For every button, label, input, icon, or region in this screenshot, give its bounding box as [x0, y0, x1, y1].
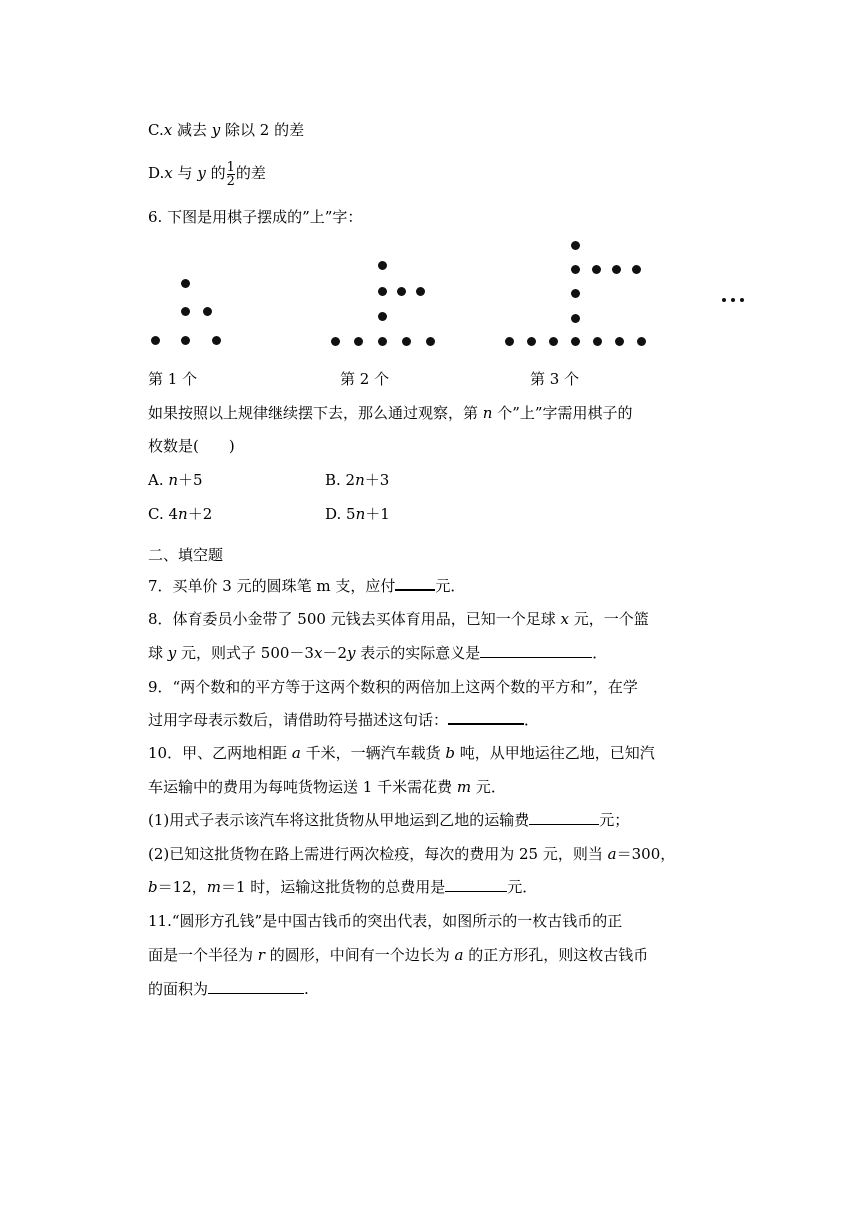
q6-option-d: D. 5n＋1 [325, 505, 390, 523]
q10-part2-line1: (2)已知这批货物在路上需进行两次检疫，每次的费用为 25 元，则当 a＝300， [148, 845, 676, 863]
figure-caption-2: 第 2 个 [340, 370, 390, 388]
chess-piece [592, 265, 601, 274]
q8-line2: 球 y 元，则式子 500－3x－2y 表示的实际意义是 ． [148, 644, 608, 662]
chess-piece [181, 279, 190, 288]
ellipsis-dot [722, 298, 726, 302]
chess-piece [151, 336, 160, 345]
q7: 7．买单价 3 元的圆珠笔 m 支，应付 元． [148, 577, 466, 595]
q9-line2: 过用字母表示数后，请借助符号描述这句话： ． [148, 711, 540, 729]
chess-piece [571, 337, 580, 346]
chess-piece [181, 336, 190, 345]
q8-line1: 8．体育委员小金带了 500 元钱去买体育用品，已知一个足球 x 元，一个篮 [148, 610, 649, 628]
chess-piece [378, 287, 387, 296]
q6-option-a: A. n＋5 [148, 471, 203, 489]
chess-piece [378, 261, 387, 270]
fraction-one-half: $\frac{1}{2}$ [226, 159, 235, 189]
figure-caption-1: 第 1 个 [148, 370, 198, 388]
chess-piece [212, 336, 221, 345]
chess-piece [571, 265, 580, 274]
chess-piece [549, 337, 558, 346]
chess-piece [203, 307, 212, 316]
answer-blank [480, 643, 592, 658]
q9-line1: 9．“两个数和的平方等于这两个数积的两倍加上这两个数的平方和”，在学 [148, 678, 638, 696]
q6-question-line1: 如果按照以上规律继续摆下去，那么通过观察，第 n 个”上”字需用棋子的 [148, 404, 633, 422]
chess-piece [637, 337, 646, 346]
chess-piece [378, 337, 387, 346]
chess-piece [571, 314, 580, 323]
q6-option-c: C. 4n＋2 [148, 505, 213, 523]
chess-piece [416, 287, 425, 296]
ellipsis-dot [731, 298, 735, 302]
answer-blank [529, 810, 599, 825]
chess-piece [632, 265, 641, 274]
chess-piece [331, 337, 340, 346]
chess-piece [615, 337, 624, 346]
answer-blank [445, 877, 507, 892]
q11-line1: 11.“圆形方孔钱”是中国古钱币的突出代表，如图所示的一枚古钱币的正 [148, 912, 623, 930]
chess-figure [0, 230, 860, 360]
chess-piece [527, 337, 536, 346]
ellipsis-dot [740, 298, 744, 302]
q11-line3: 的面积为 . [148, 980, 309, 998]
q6-option-b: B. 2n＋3 [325, 471, 390, 489]
q10-part2-line2: b＝12，m＝1 时，运输这批货物的总费用是 元． [148, 878, 538, 896]
q5-option-c: C.x 减去 y 除以 2 的差 [148, 121, 305, 139]
chess-piece [505, 337, 514, 346]
chess-piece [593, 337, 602, 346]
answer-blank [208, 979, 304, 994]
chess-piece [571, 241, 580, 250]
answer-blank [448, 709, 524, 725]
q6-stem: 6. 下图是用棋子摆成的”上”字： [148, 208, 363, 226]
chess-piece [397, 287, 406, 296]
chess-piece [378, 312, 387, 321]
answer-blank [395, 575, 435, 591]
q11-line2: 面是一个半径为 r 的圆形，中间有一个边长为 a 的正方形孔，则这枚古钱币 [148, 946, 649, 964]
figure-caption-3: 第 3 个 [530, 370, 580, 388]
q5-option-d: D.x 与 y 的 $\frac{1}{2}$ 的差 [148, 159, 266, 189]
q10-line1: 10．甲、乙两地相距 a 千米，一辆汽车载货 b 吨，从甲地运往乙地，已知汽 [148, 744, 655, 762]
q6-question-line2: 枚数是( ) [148, 437, 235, 455]
section-title: 二、填空题 [148, 546, 224, 564]
chess-piece [402, 337, 411, 346]
chess-piece [612, 265, 621, 274]
chess-piece [354, 337, 363, 346]
chess-piece [426, 337, 435, 346]
chess-piece [571, 289, 580, 298]
chess-piece [181, 307, 190, 316]
q10-part1: (1)用式子表示该汽车将这批货物从甲地运到乙地的运输费 元； [148, 811, 630, 829]
q10-line2: 车运输中的费用为每吨货物运送 1 千米需花费 m 元． [148, 778, 506, 796]
